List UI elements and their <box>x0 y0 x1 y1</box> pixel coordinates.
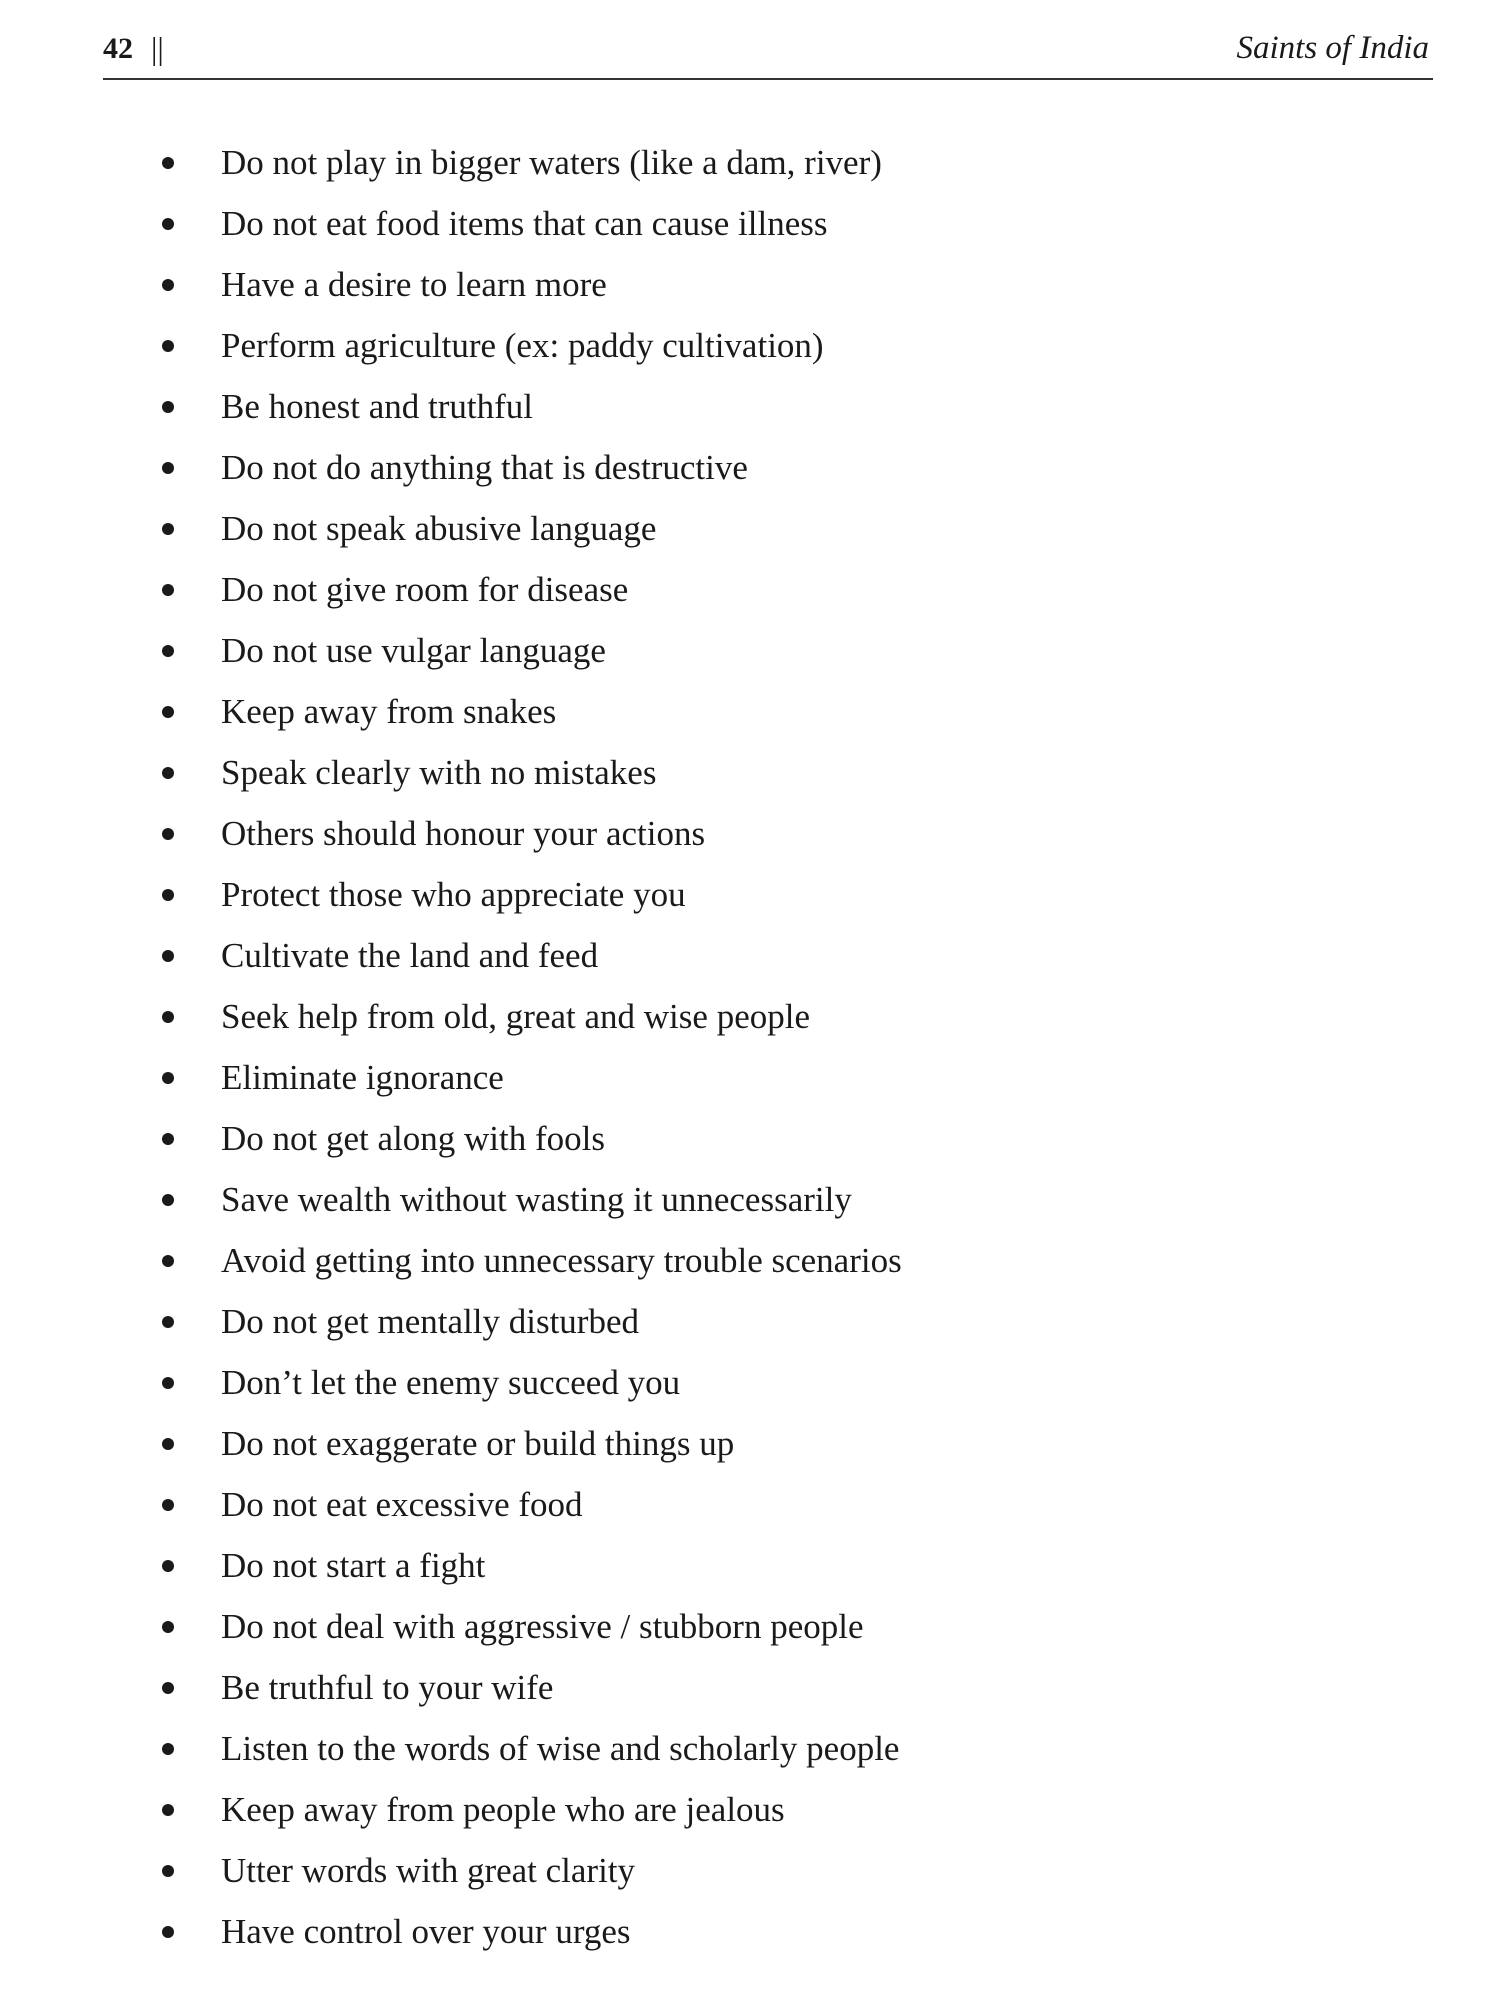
list-item <box>150 1047 902 1108</box>
list-item <box>150 254 902 315</box>
list-item <box>150 1657 902 1718</box>
list-item <box>150 1108 902 1169</box>
bullet-icon <box>162 1133 174 1145</box>
bullet-icon <box>162 340 174 352</box>
header-separator: || <box>151 30 164 66</box>
list-item-text: Do not eat food items that can cause illness <box>221 204 828 243</box>
list-item <box>150 1291 902 1352</box>
bullet-icon <box>162 1438 174 1450</box>
list-item-text: Don’t let the enemy succeed you <box>221 1363 681 1402</box>
bullet-icon <box>162 1255 174 1267</box>
bullet-icon <box>162 828 174 840</box>
bullet-list <box>150 132 902 1962</box>
list-item-text: Be truthful to your wife <box>221 1668 554 1707</box>
bullet-icon <box>162 950 174 962</box>
bullet-icon <box>162 584 174 596</box>
list-item <box>150 803 902 864</box>
list-item-text: Eliminate ignorance <box>221 1058 504 1097</box>
bullet-icon <box>162 1194 174 1206</box>
bullet-icon <box>162 1560 174 1572</box>
list-item <box>150 376 902 437</box>
list-item <box>150 1596 902 1657</box>
list-item-text: Save wealth without wasting it unnecessarily <box>221 1180 852 1219</box>
bullet-icon <box>162 523 174 535</box>
list-item-text: Avoid getting into unnecessary trouble scenarios <box>221 1241 902 1280</box>
bullet-icon <box>162 401 174 413</box>
bullet-icon <box>162 767 174 779</box>
list-item <box>150 864 902 925</box>
list-item-text: Have control over your urges <box>221 1912 631 1951</box>
bullet-icon <box>162 1499 174 1511</box>
list-item-text: Utter words with great clarity <box>221 1851 636 1890</box>
list-item <box>150 498 902 559</box>
list-item-text: Do not get mentally disturbed <box>221 1302 639 1341</box>
list-item-text: Do not get along with fools <box>221 1119 605 1158</box>
list-item-text: Others should honour your actions <box>221 814 706 853</box>
list-item <box>150 1901 902 1962</box>
list-item <box>150 437 902 498</box>
list-item-text: Do not play in bigger waters (like a dam, river) <box>221 143 882 182</box>
bullet-icon <box>162 645 174 657</box>
list-item-text: Do not start a fight <box>221 1546 486 1585</box>
list-item <box>150 315 902 376</box>
list-item-text: Do not use vulgar language <box>221 631 606 670</box>
list-item <box>150 681 902 742</box>
bullet-icon <box>162 1621 174 1633</box>
list-item <box>150 1413 902 1474</box>
list-item <box>150 1779 902 1840</box>
list-item-text: Keep away from snakes <box>221 692 557 731</box>
bullet-icon <box>162 1804 174 1816</box>
bullet-icon <box>162 1072 174 1084</box>
list-item <box>150 1352 902 1413</box>
list-item <box>150 925 902 986</box>
bullet-icon <box>162 218 174 230</box>
bullet-icon <box>162 1377 174 1389</box>
page-header <box>103 20 1433 80</box>
list-item <box>150 559 902 620</box>
list-item-text: Speak clearly with no mistakes <box>221 753 657 792</box>
list-item <box>150 1230 902 1291</box>
bullet-icon <box>162 706 174 718</box>
list-item-text: Do not speak abusive language <box>221 509 657 548</box>
list-item-text: Listen to the words of wise and scholarly people <box>221 1729 900 1768</box>
list-item <box>150 986 902 1047</box>
page-number: 42 <box>103 32 133 65</box>
bullet-icon <box>162 462 174 474</box>
list-item <box>150 1840 902 1901</box>
list-item-text: Perform agriculture (ex: paddy cultivation) <box>221 326 824 365</box>
running-title: Saints of India <box>1236 30 1429 66</box>
bullet-icon <box>162 1682 174 1694</box>
bullet-icon <box>162 279 174 291</box>
list-item <box>150 193 902 254</box>
bullet-icon <box>162 889 174 901</box>
list-item-text: Seek help from old, great and wise people <box>221 997 810 1036</box>
list-item-text: Do not exaggerate or build things up <box>221 1424 735 1463</box>
list-item-text: Do not deal with aggressive / stubborn people <box>221 1607 864 1646</box>
bullet-icon <box>162 1011 174 1023</box>
list-item <box>150 742 902 803</box>
list-item-text: Protect those who appreciate you <box>221 875 686 914</box>
list-item <box>150 1474 902 1535</box>
list-item <box>150 1535 902 1596</box>
list-item-text: Do not do anything that is destructive <box>221 448 748 487</box>
list-item-text: Do not give room for disease <box>221 570 629 609</box>
list-item-text: Have a desire to learn more <box>221 265 607 304</box>
bullet-icon <box>162 1743 174 1755</box>
bullet-icon <box>162 1865 174 1877</box>
bullet-icon <box>162 1316 174 1328</box>
list-item <box>150 1718 902 1779</box>
list-item-text: Keep away from people who are jealous <box>221 1790 785 1829</box>
bullet-icon <box>162 157 174 169</box>
bullet-icon <box>162 1926 174 1938</box>
list-item-text: Cultivate the land and feed <box>221 936 599 975</box>
list-item <box>150 132 902 193</box>
list-item <box>150 620 902 681</box>
list-item-text: Be honest and truthful <box>221 387 534 426</box>
list-item <box>150 1169 902 1230</box>
list-item-text: Do not eat excessive food <box>221 1485 583 1524</box>
